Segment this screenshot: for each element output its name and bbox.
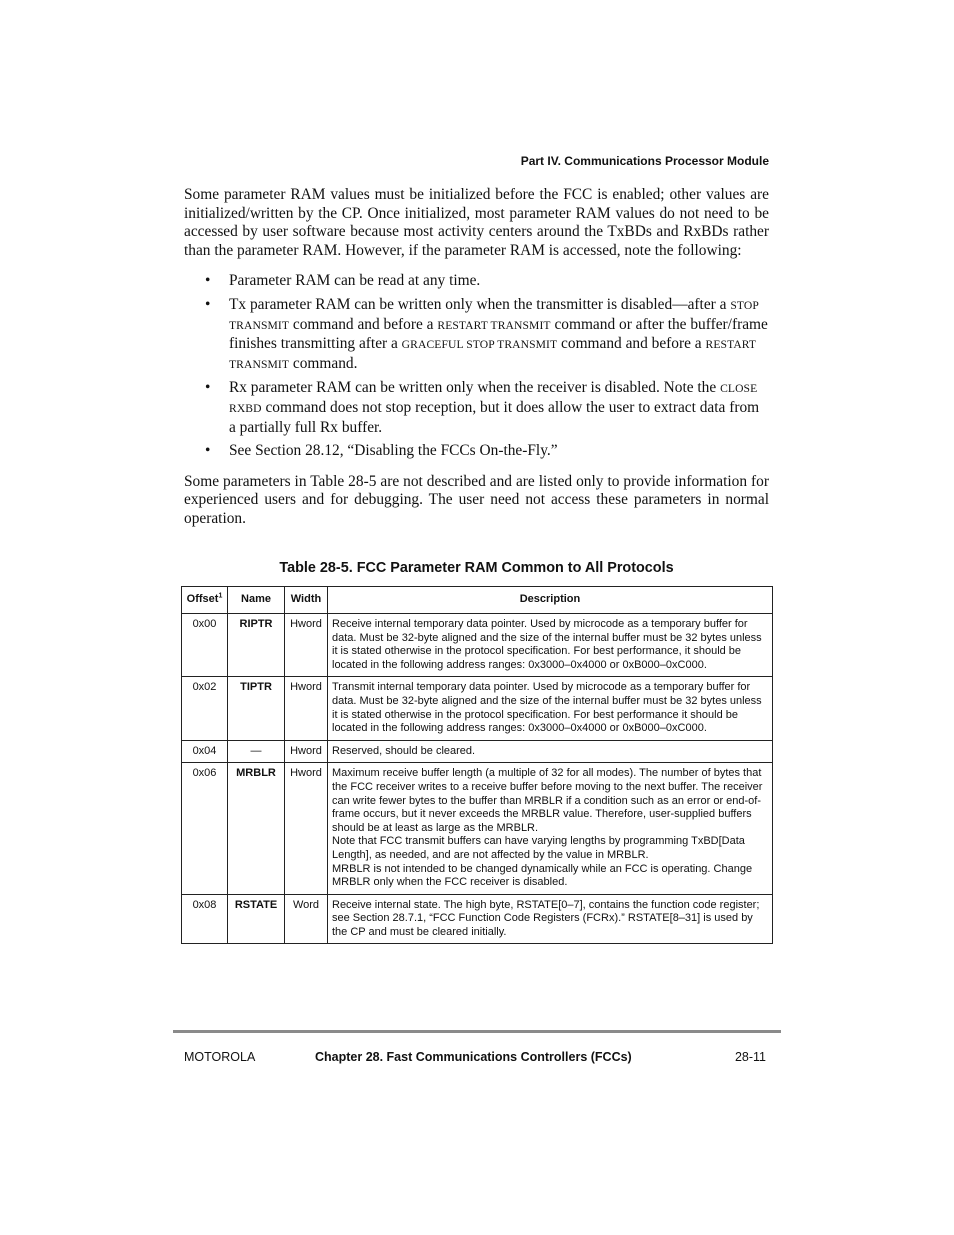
- offset-cell: 0x02: [182, 677, 228, 740]
- table-row: [182, 740, 773, 763]
- bullet-text: command and before a: [289, 315, 438, 333]
- table-row: [182, 677, 773, 740]
- name-cell: —: [228, 740, 285, 763]
- table-caption: Table 28-5. FCC Parameter RAM Common to All Protocols: [279, 560, 674, 576]
- offset-cell: 0x08: [182, 894, 228, 944]
- column-header-offset: Offset$^1$: [182, 587, 228, 614]
- bullet-glyph: •: [205, 272, 211, 290]
- description-line: MRBLR is not intended to be changed dynamically while an FCC is operating. Change MRBLR only when the FCC receiver is disabled.: [332, 862, 753, 889]
- bullet-text: command and before a: [557, 335, 706, 353]
- bullet-glyph: •: [205, 442, 211, 460]
- offset-cell: 0x06: [182, 763, 228, 894]
- column-header-width: Width: [285, 587, 328, 614]
- name-cell: RIPTR: [228, 614, 285, 677]
- footer-publisher: MOTOROLA: [184, 1050, 256, 1064]
- bullet-item: [184, 379, 769, 437]
- name-cell: MRBLR: [228, 763, 285, 894]
- bullet-list: [184, 272, 769, 460]
- note-paragraph: Some parameters in Table 28-5 are not described and are listed only to provide information for experienced users and for debugging. The user need not access these parameters in normal operation.: [184, 472, 769, 527]
- column-header-description: Description: [328, 587, 773, 614]
- description-line: Maximum receive buffer length (a multiple of 32 for all modes). The number of bytes that the FCC receiver writes to a receive buffer before moving to the next buffer. The receiver can write fewer bytes to the buffer than MRBLR if a condition such as an error or end-of-frame occurs, but it never exceeds the MRBLR value. Therefore, user-supplied buffers should be at least as large as the MRBLR.: [332, 767, 763, 834]
- intro-paragraph: Some parameter RAM values must be initialized before the FCC is enabled; other values are initialized/written by the CP. Once initialized, most parameter RAM values do not need to be accessed by user software because most activity centers around the TxBDs and RxBDs rather than the parameter RAM. However, if the parameter RAM is accessed, note the following:: [184, 186, 769, 259]
- bullet-text: command or after the buffer/frame finishes transmitting after a: [229, 315, 768, 353]
- footer-chapter-title: Chapter 28. Fast Communications Controllers (FCCs): [315, 1050, 632, 1064]
- name-cell: RSTATE: [228, 894, 285, 944]
- footer-rule: [173, 1030, 781, 1033]
- offset-cell: 0x04: [182, 740, 228, 763]
- table-row: [182, 894, 773, 944]
- bullet-text: See Section 28.12, “Disabling the FCCs On-the-Fly.”: [229, 442, 558, 460]
- command-name: CLOSE RXBD: [229, 382, 758, 415]
- bullet-glyph: •: [205, 379, 211, 397]
- command-name: STOP TRANSMIT: [229, 298, 759, 332]
- command-name: RESTART TRANSMIT: [229, 338, 756, 371]
- description-line: Note that FCC transmit buffers can have varying lengths by programming TxBD[Data Length], as needed, and are not affected by the value in MRBLR.: [332, 835, 745, 861]
- bullet-glyph: •: [205, 295, 211, 313]
- command-name: RESTART TRANSMIT: [437, 318, 551, 332]
- command-name: GRACEFUL STOP TRANSMIT: [401, 338, 558, 352]
- width-cell: Hword: [285, 763, 328, 894]
- table-row: [182, 614, 773, 677]
- running-header: Part IV. Communications Processor Module: [520, 154, 769, 168]
- body-text: [184, 186, 769, 529]
- name-cell: TIPTR: [228, 677, 285, 740]
- parameter-ram-table: [181, 586, 773, 944]
- bullet-text: command.: [289, 354, 358, 372]
- table-header-row: [182, 587, 773, 614]
- width-cell: Hword: [285, 677, 328, 740]
- table-row: [182, 763, 773, 894]
- bullet-item: [184, 296, 769, 374]
- width-cell: Hword: [285, 740, 328, 763]
- description-cell: Transmit internal temporary data pointer. Used by microcode as a temporary buffer for data. Must be 32-byte aligned and the size of the internal buffer must be 32 bytes unless it is stated otherwise in the protocol specification. For best performance it should be located in the following address ranges: 0x3000–0x4000 or 0xB000–0xC000.: [328, 677, 773, 740]
- description-cell: Receive internal temporary data pointer. Used by microcode as a temporary buffer for data. Must be 32-byte aligned and the size of the internal buffer must be 32 bytes unless it is stated otherwise in the protocol specification. For best performance, it should be located in the following address ranges: 0x3000–0x4000 or 0xB000–0xC000.: [328, 614, 773, 677]
- footnote-marker: 1: [218, 592, 223, 600]
- bullet-text: command does not stop reception, but it does allow the user to extract data from a partially full Rx buffer.: [229, 398, 760, 436]
- bullet-text: Rx parameter RAM can be written only when the receiver is disabled. Note the: [229, 379, 721, 397]
- description-cell: Receive internal state. The high byte, RSTATE[0–7], contains the function code register; see Section 28.7.1, “FCC Function Code Registers (FCRx).” RSTATE[8–31] is used by the CP and must be cleared initially.: [328, 894, 773, 944]
- description-cell: Reserved, should be cleared.: [328, 740, 773, 763]
- bullet-text: Parameter RAM can be read at any time.: [229, 272, 481, 290]
- bullet-item: [184, 442, 769, 461]
- width-cell: Word: [285, 894, 328, 944]
- bullet-item: [184, 272, 769, 291]
- width-cell: Hword: [285, 614, 328, 677]
- offset-cell: 0x00: [182, 614, 228, 677]
- bullet-text: Tx parameter RAM can be written only when the transmitter is disabled—after a: [229, 295, 731, 313]
- page-number: 28-11: [734, 1050, 766, 1064]
- description-cell: [328, 763, 773, 894]
- column-header-name: Name: [228, 587, 285, 614]
